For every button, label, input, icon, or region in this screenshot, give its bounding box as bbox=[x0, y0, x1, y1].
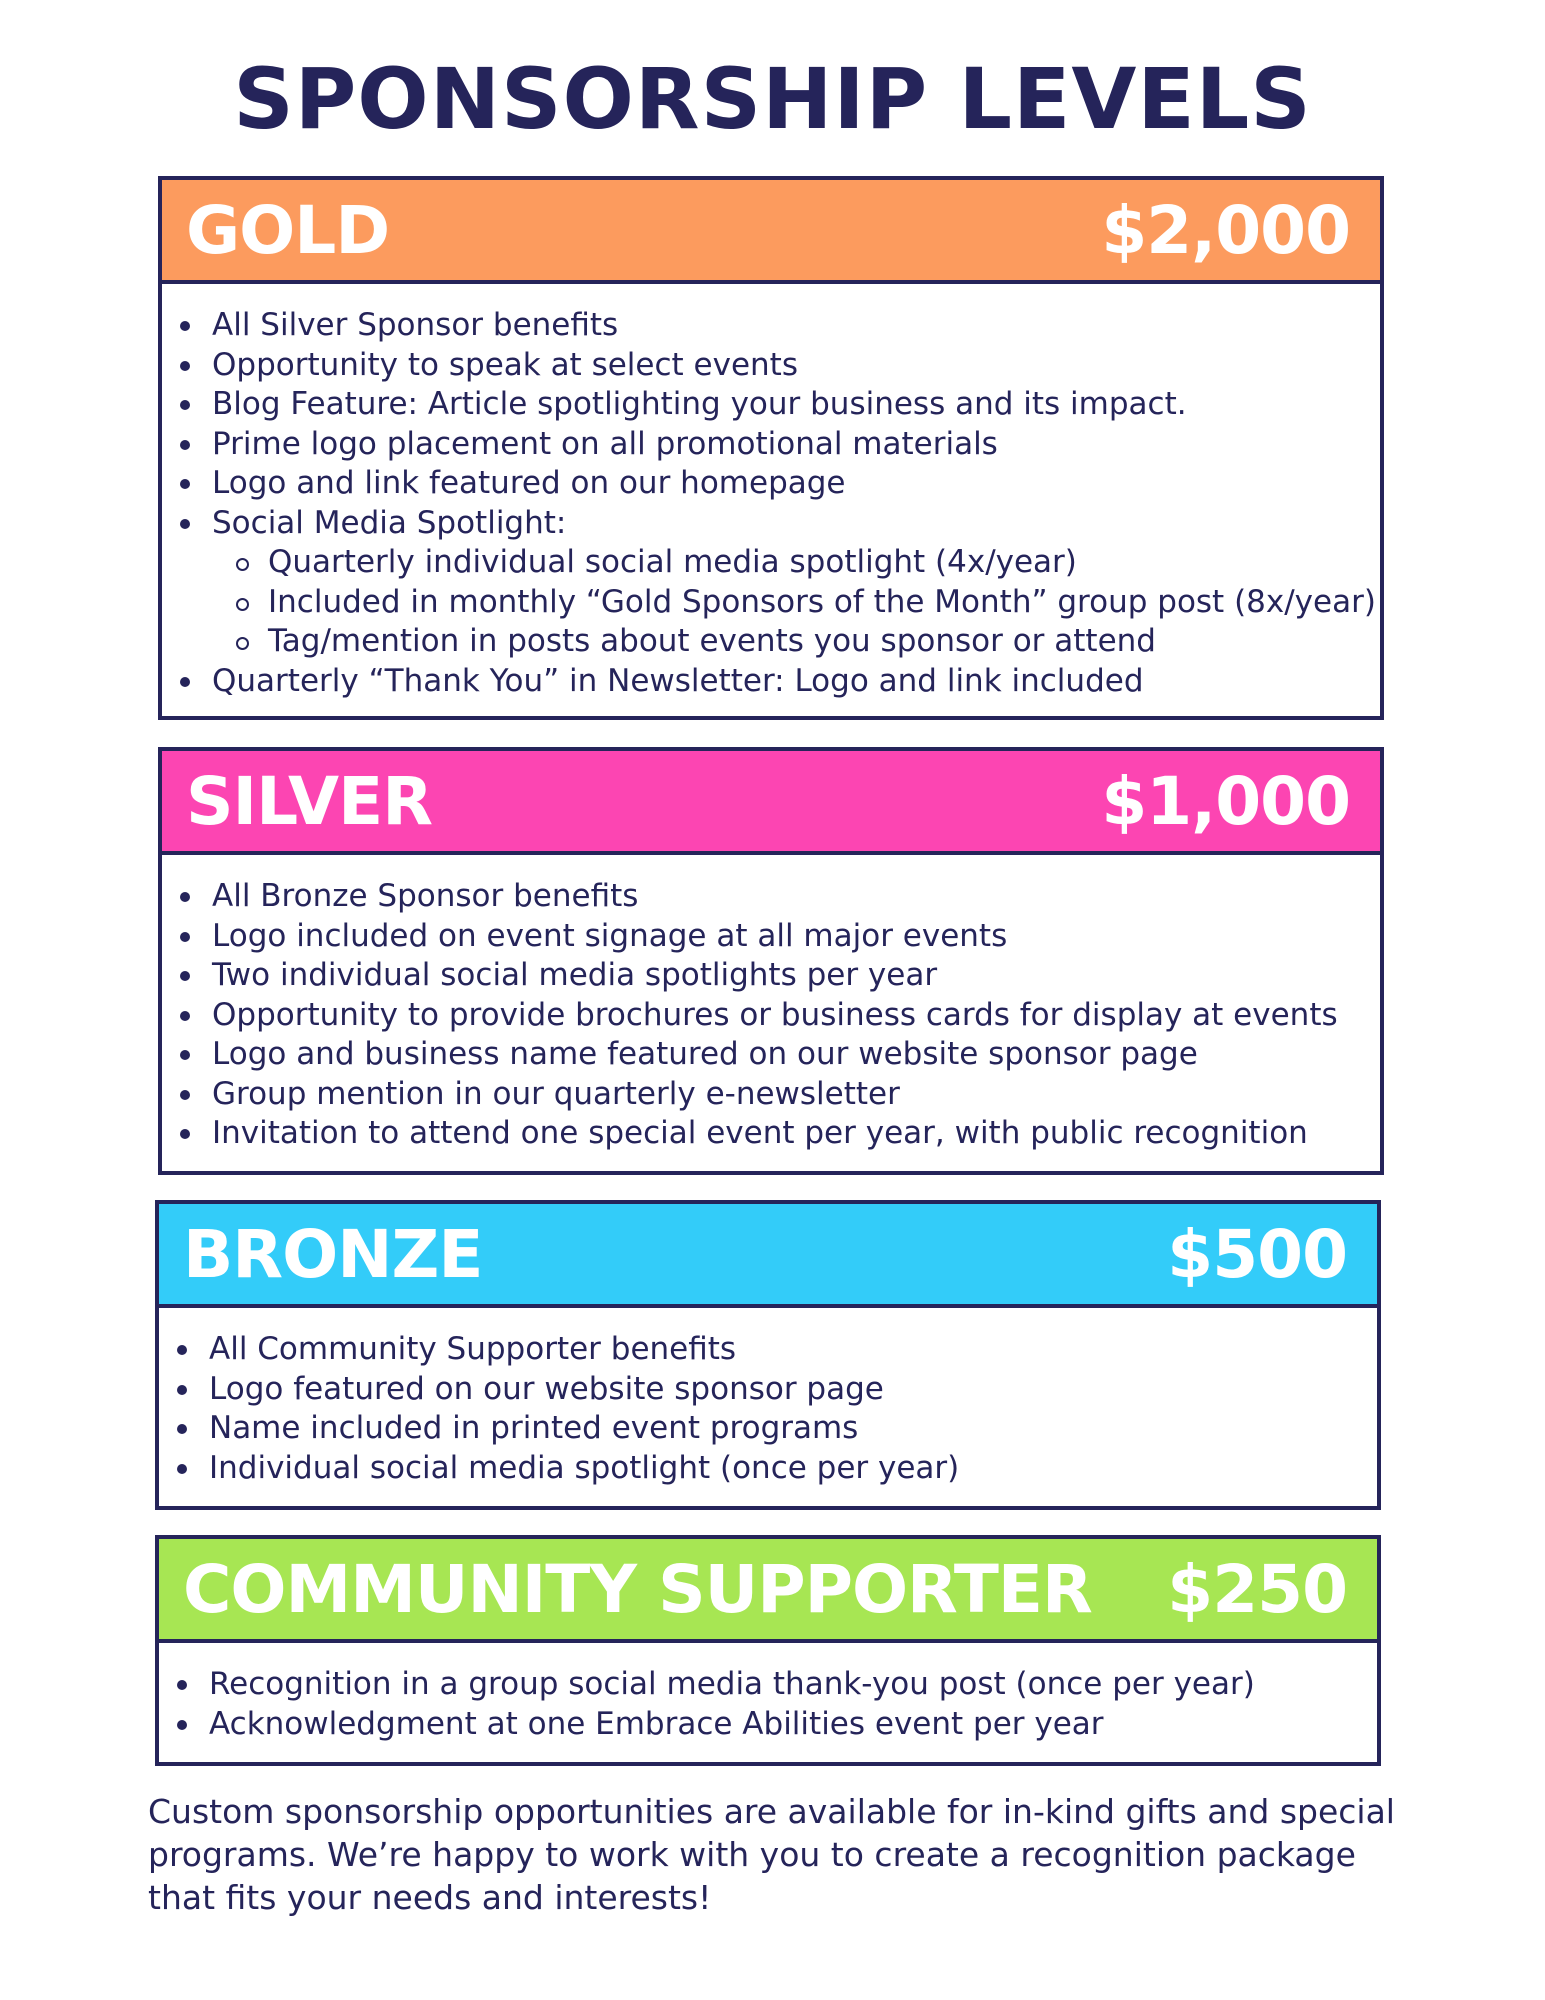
benefit-item: All Silver Sponsor benefits bbox=[174, 306, 1360, 346]
tier-price: $1,000 bbox=[1101, 762, 1350, 840]
benefit-item: All Community Supporter benefits bbox=[171, 1330, 1357, 1370]
sub-benefit-item: Included in monthly “Gold Sponsors of the Month” group post (8x/year) bbox=[230, 583, 1360, 623]
benefit-item: Logo included on event signage at all major events bbox=[174, 917, 1360, 957]
page-title: SPONSORSHIP LEVELS bbox=[233, 50, 1312, 148]
benefit-item: Invitation to attend one special event per year, with public recognition bbox=[174, 1114, 1360, 1154]
bullet-icon bbox=[180, 1090, 190, 1100]
bullet-icon bbox=[177, 1680, 187, 1690]
bullet-icon bbox=[180, 971, 190, 981]
sub-benefit-list bbox=[162, 543, 1380, 662]
benefit-item: Opportunity to speak at select events bbox=[174, 346, 1360, 386]
bullet-icon bbox=[180, 440, 190, 450]
bullet-icon bbox=[180, 1050, 190, 1060]
tier-community-header bbox=[159, 1539, 1377, 1643]
benefit-item: All Bronze Sponsor benefits bbox=[174, 877, 1360, 917]
tier-silver-header bbox=[162, 751, 1380, 855]
benefit-item: Quarterly “Thank You” in Newsletter: Logo and link included bbox=[174, 662, 1360, 702]
bullet-icon bbox=[180, 892, 190, 902]
benefit-item: Opportunity to provide brochures or business cards for display at events bbox=[174, 996, 1360, 1036]
bullet-icon bbox=[177, 1345, 187, 1355]
bullet-icon bbox=[180, 1011, 190, 1021]
benefit-list bbox=[162, 855, 1380, 1154]
hollow-bullet-icon bbox=[236, 598, 249, 611]
bullet-icon bbox=[180, 932, 190, 942]
benefit-item: Group mention in our quarterly e-newsletter bbox=[174, 1075, 1360, 1115]
tier-name: BRONZE bbox=[183, 1215, 483, 1293]
bullet-icon bbox=[180, 361, 190, 371]
hollow-bullet-icon bbox=[236, 637, 249, 650]
tier-name: SILVER bbox=[186, 762, 433, 840]
benefit-list bbox=[159, 1308, 1377, 1488]
benefit-item: Acknowledgment at one Embrace Abilities event per year bbox=[171, 1705, 1357, 1745]
benefit-item: Blog Feature: Article spotlighting your business and its impact. bbox=[174, 385, 1360, 425]
benefit-item: Logo and business name featured on our website sponsor page bbox=[174, 1035, 1360, 1075]
tier-price: $250 bbox=[1167, 1550, 1347, 1628]
tier-community-supporter bbox=[155, 1535, 1381, 1766]
bullet-icon bbox=[177, 1720, 187, 1730]
benefit-item: Logo featured on our website sponsor page bbox=[171, 1370, 1357, 1410]
bullet-icon bbox=[180, 677, 190, 687]
tier-gold-header bbox=[162, 180, 1380, 284]
tier-bronze-header bbox=[159, 1204, 1377, 1308]
benefit-item: Recognition in a group social media thank-you post (once per year) bbox=[171, 1665, 1357, 1705]
bullet-icon bbox=[177, 1464, 187, 1474]
sub-benefit-item: Quarterly individual social media spotlight (4x/year) bbox=[230, 543, 1360, 583]
tier-bronze bbox=[155, 1200, 1381, 1510]
benefit-list-continued bbox=[162, 662, 1380, 702]
benefit-item: Logo and link featured on our homepage bbox=[174, 464, 1360, 504]
bullet-icon bbox=[177, 1424, 187, 1434]
tier-name: COMMUNITY SUPPORTER bbox=[183, 1550, 1092, 1628]
bullet-icon bbox=[180, 321, 190, 331]
benefit-item: Name included in printed event programs bbox=[171, 1409, 1357, 1449]
benefit-list bbox=[162, 284, 1380, 543]
bullet-icon bbox=[177, 1385, 187, 1395]
footer-note: Custom sponsorship opportunities are available for in-kind gifts and special programs. We’re happy to work with you to create a recognition package that fits your needs and interests! bbox=[148, 1792, 1395, 1917]
tier-price: $500 bbox=[1167, 1215, 1347, 1293]
bullet-icon bbox=[180, 479, 190, 489]
hollow-bullet-icon bbox=[236, 558, 249, 571]
benefit-list bbox=[159, 1643, 1377, 1744]
tier-price: $2,000 bbox=[1101, 191, 1350, 269]
benefit-item: Individual social media spotlight (once per year) bbox=[171, 1449, 1357, 1489]
bullet-icon bbox=[180, 519, 190, 529]
benefit-item: Prime logo placement on all promotional materials bbox=[174, 425, 1360, 465]
sub-benefit-item: Tag/mention in posts about events you sponsor or attend bbox=[230, 622, 1360, 662]
tier-gold bbox=[158, 176, 1384, 720]
benefit-item: Two individual social media spotlights per year bbox=[174, 956, 1360, 996]
tier-name: GOLD bbox=[186, 191, 390, 269]
bullet-icon bbox=[180, 400, 190, 410]
bullet-icon bbox=[180, 1129, 190, 1139]
benefit-item: Social Media Spotlight: bbox=[174, 504, 1360, 544]
tier-silver bbox=[158, 747, 1384, 1175]
